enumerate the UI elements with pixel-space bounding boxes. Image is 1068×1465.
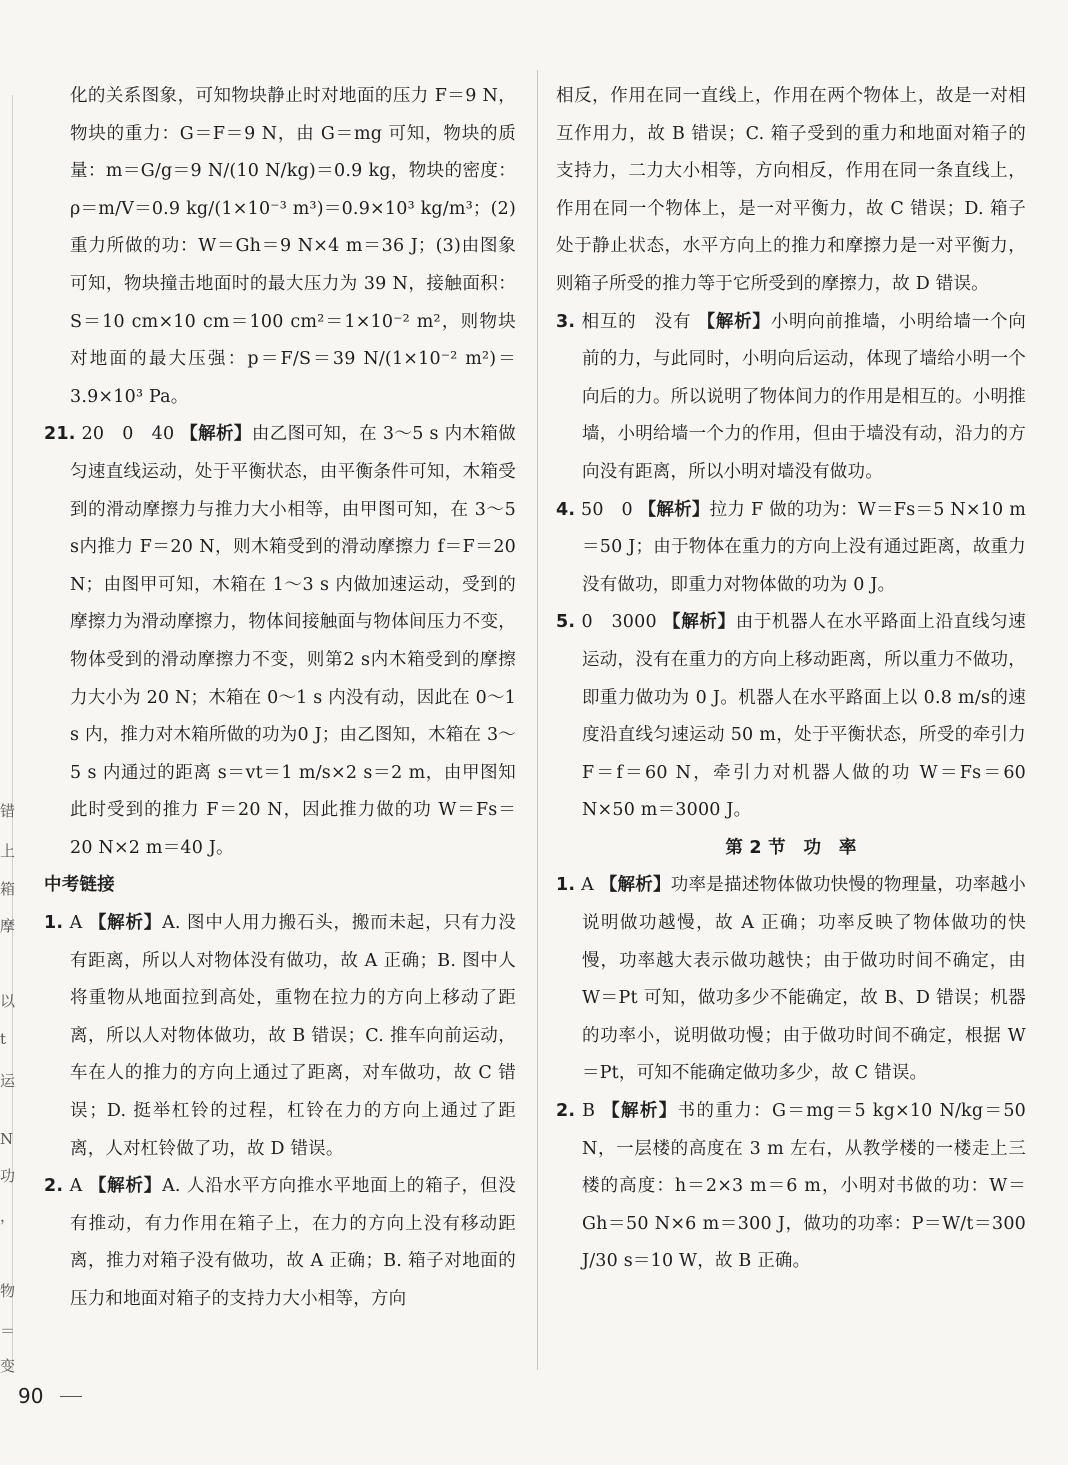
analysis-tag: 【解析】 xyxy=(88,913,163,934)
question-5 xyxy=(556,604,1026,830)
answer-choice: A xyxy=(581,875,594,896)
question-number: 1. xyxy=(556,875,576,896)
analysis-tag: 【解析】 xyxy=(697,311,771,332)
page-number: 90 xyxy=(18,1384,44,1408)
analysis-tag: 【解析】 xyxy=(638,499,710,520)
question-21 xyxy=(44,416,516,867)
question-3 xyxy=(556,304,1026,492)
margin-char: 变 xyxy=(0,1357,16,1375)
analysis-text: 书的重力：G＝mg＝5 kg×10 N/kg＝50 N，一层楼的高度在 3 m 左右，从教学楼的一楼走上三楼的高度：h＝2×3 m＝6 m，小明对书做的功：W＝Gh＝50 N×6 m＝300 J，做功的功率：P＝W/t＝300 J/30 s＝10 W，故 B 正确。 xyxy=(582,1101,1026,1272)
answer-choice: B xyxy=(582,1101,596,1122)
analysis-tag: 【解析】 xyxy=(180,424,252,445)
question-number: 21. xyxy=(44,424,76,445)
answer-values: 50 0 xyxy=(581,499,633,520)
margin-char: 错 xyxy=(0,802,16,820)
section-heading: 中考链接 xyxy=(44,875,115,896)
answer-choice: A xyxy=(69,913,83,934)
margin-char: ＝ xyxy=(0,1322,16,1340)
analysis-text: A. 图中人用力搬石头，搬而未起，只有力没有距离，所以人对物体没有做功，故 A 正确；B. 图中人将重物从地面拉到高处，重物在拉力的方向上移动了距离，所以人对物体做功，故 B 错误；C. 推车向前运动，车在人的推力的方向上通过了距离，对车做功，故 C 错误；D. 挺举杠铃的过程，杠铃在力的方向上通过了距离，人对杠铃做了功，故 D 错误。 xyxy=(70,913,516,1159)
answer-continuation: 化的关系图象，可知物块静止时对地面的压力 F＝9 N，物块的重力：G＝F＝9 N，由 G＝mg 可知，物块的质量：m＝G/g＝9 N/(10 N/kg)＝0.9 kg，物块的密度：ρ＝m/V＝0.9 kg/(1×10⁻³ m³)＝0.9×10³ kg/m³；(2)重力所做的功：W＝Gh＝9 N×4 m＝36 J；(3)由图象可知，物块撞击地面时的最大压力为 39 N，接触面积：S＝10 cm×10 cm＝100 cm²＝1×10⁻² m²，则物块对地面的最大压强：p＝F/S＝39 N/(1×10⁻² m²)＝3.9×10³ Pa。 xyxy=(70,86,516,407)
margin-char: 箱 xyxy=(0,880,16,898)
margin-char: t xyxy=(0,1030,7,1048)
analysis-text: 由于机器人在水平路面上沿直线匀速运动，没有在重力的方向上移动距离，所以重力不做功，即重力做功为 0 J。机器人在水平路面上以 0.8 m/s的速度沿直线匀速运动 50 m，处于平衡状态，所受的牵引力 F＝f＝60 N，牵引力对机器人做的功 W＝Fs＝60 N×50 m＝3000 J。 xyxy=(582,612,1026,821)
margin-char: 运 xyxy=(0,1072,16,1090)
column-divider xyxy=(537,70,538,1370)
right-column xyxy=(556,78,1026,1281)
left-column xyxy=(44,78,516,1319)
margin-char: 功 xyxy=(0,1167,16,1185)
margin-char: N xyxy=(0,1130,14,1148)
analysis-tag: 【解析】 xyxy=(602,1101,678,1122)
section-heading: 第 2 节 功 率 xyxy=(725,837,857,858)
analysis-text: 小明向前推墙，小明给墙一个向前的力，与此同时，小明向后运动，体现了墙给小明一个向后的力。所以说明了物体间力的作用是相互的。小明推墙，小明给墙一个力的作用，但由于墙没有动，沿力的方向没有距离，所以小明对墙没有做功。 xyxy=(582,311,1026,482)
analysis-tag: 【解析】 xyxy=(663,612,736,633)
margin-char: 物 xyxy=(0,1282,16,1300)
margin-char: 摩 xyxy=(0,917,16,935)
question-number: 5. xyxy=(556,612,576,633)
answer-values: 0 3000 xyxy=(581,612,657,633)
answer-values: 20 0 40 xyxy=(81,424,175,445)
footer-rule xyxy=(60,1396,82,1397)
margin-char: 以 xyxy=(0,992,16,1010)
analysis-tag: 【解析】 xyxy=(88,1176,163,1197)
question-number: 3. xyxy=(556,311,576,332)
answer-continuation: 相反，作用在同一直线上，作用在两个物体上，故是一对相互作用力，故 B 错误；C. 箱子受到的重力和地面对箱子的支持力，二力大小相等，方向相反，作用在同一条直线上，作用在同一个物体上，是一对平衡力，故 C 错误；D. 箱子处于静止状态，水平方向上的推力和摩擦力是一对平衡力，则箱子所受的推力等于它所受到的摩擦力，故 D 错误。 xyxy=(556,86,1026,294)
answer-choice: A xyxy=(69,1176,83,1197)
question-number: 1. xyxy=(44,913,64,934)
margin-char: ， xyxy=(0,1207,16,1225)
question-number: 4. xyxy=(556,499,576,520)
analysis-text: 由乙图可知，在 3～5 s 内木箱做匀速直线运动，处于平衡状态，由平衡条件可知，木箱受到的滑动摩擦力与推力大小相等，由甲图可知，在 3～5 s内推力 F＝20 N，则木箱受到的滑动摩擦力 f＝F＝20 N；由图甲可知，木箱在 1～3 s 内做加速运动，受到的摩擦力为滑动摩擦力，物体间接触面与物体间压力不变，物体受到的滑动摩擦力不变，则第2 s内木箱受到的摩擦力大小为 20 N；木箱在 0～1 s 内没有动，因此在 0～1 s 内，推力对木箱所做的功为0 J；由乙图知，木箱在 3～5 s 内通过的距离 s＝vt＝1 m/s×2 s＝2 m，由甲图知此时受到的推力 F＝20 N，因此推力做的功 W＝Fs＝20 N×2 m＝40 J。 xyxy=(70,424,517,858)
exam-link-2 xyxy=(44,1168,516,1318)
analysis-text: 功率是描述物体做功快慢的物理量，功率越小说明做功越慢，故 A 正确；功率反映了物体做功的快慢，功率越大表示做功越快；由于做功时间不确定，由 W＝Pt 可知，做功多少不能确定，故 B、D 错误；机器的功率小，说明做功慢；由于做功时间不确定，根据 W＝Pt，可知不能确定做功多少，故 C 错误。 xyxy=(582,875,1026,1084)
analysis-tag: 【解析】 xyxy=(599,875,671,896)
exam-link-1 xyxy=(44,905,516,1168)
power-question-1 xyxy=(556,867,1026,1093)
question-number: 2. xyxy=(44,1176,64,1197)
power-question-2 xyxy=(556,1093,1026,1281)
analysis-text: 拉力 F 做的功为：W＝Fs＝5 N×10 m＝50 J；由于物体在重力的方向上没有通过距离，故重力没有做功，即重力对物体做的功为 0 J。 xyxy=(582,499,1026,595)
analysis-text: A. 人沿水平方向推水平地面上的箱子，但没有推动，有力作用在箱子上，在力的方向上没有移动距离，推力对箱子没有做功，故 A 正确；B. 箱子对地面的压力和地面对箱子的支持力大小相等，方向 xyxy=(70,1176,516,1309)
answer-values: 相互的 没有 xyxy=(581,311,692,332)
margin-char: 上 xyxy=(0,842,16,860)
question-4 xyxy=(556,492,1026,605)
question-number: 2. xyxy=(556,1101,576,1122)
